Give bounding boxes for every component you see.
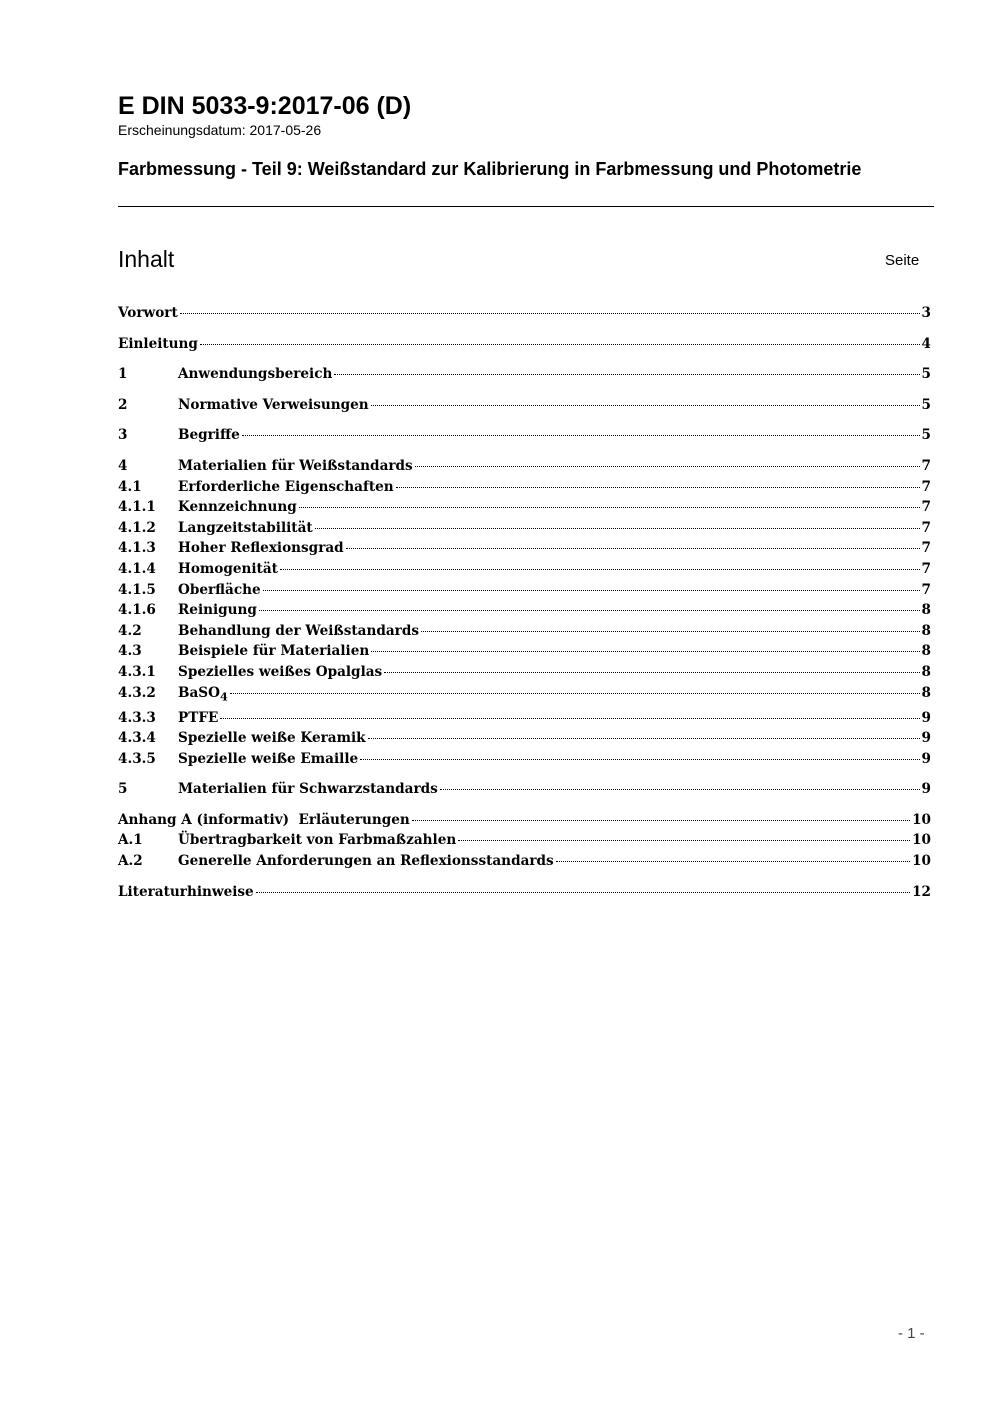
toc-entry-title: Einleitung [118,335,198,352]
toc-entry-page: 8 [921,643,931,660]
toc-entry-title: Langzeitstabilität [178,519,313,536]
toc-leader-dots [440,789,920,790]
table-of-contents [118,303,931,902]
toc-entry[interactable] [118,497,931,518]
toc-entry[interactable] [118,477,931,498]
toc-entry-title: Behandlung der Weißstandards [178,622,419,639]
toc-entry-page: 7 [921,581,931,598]
toc-leader-dots [299,507,920,508]
toc-heading: Inhalt [118,246,175,272]
toc-leader-dots [180,313,920,314]
toc-entry-page: 7 [921,457,931,474]
toc-entry[interactable] [118,303,931,324]
toc-entry-number: 4.1 [118,478,142,495]
toc-entry[interactable] [118,456,931,477]
toc-leader-dots [346,548,920,549]
toc-entry[interactable] [118,708,931,729]
toc-entry[interactable] [118,538,931,559]
toc-leader-dots [230,693,920,694]
page-number: - 1 - [898,1325,925,1342]
toc-leader-dots [415,466,920,467]
toc-leader-dots [242,435,920,436]
toc-entry-number: 4.1.3 [118,540,156,557]
document-title: Farbmessung - Teil 9: Weißstandard zur Kalibrierung in Farbmessung und Photometrie [118,159,862,179]
toc-leader-dots [421,631,920,632]
toc-entry-page: 9 [921,781,931,798]
toc-entry[interactable] [118,683,931,708]
toc-entry-title: Erforderliche Eigenschaften [178,478,394,495]
toc-leader-dots [556,861,910,862]
toc-entry-title: Homogenität [178,560,278,577]
title-divider [118,206,934,207]
toc-entry-title-subscript: 4 [219,689,228,704]
toc-entry-page: 9 [921,730,931,747]
toc-entry-page: 9 [921,709,931,726]
document-id: E DIN 5033-9:2017-06 (D) [118,92,412,120]
toc-entry-page: 12 [912,883,931,900]
toc-entry[interactable] [118,580,931,601]
toc-entry[interactable] [118,830,931,851]
toc-entry-number: 4.1.5 [118,581,156,598]
toc-entry[interactable] [118,425,931,446]
toc-entry-title: Hoher Reflexionsgrad [178,540,344,557]
toc-entry-number: 4.3.1 [118,663,156,680]
toc-entry-number: 2 [118,396,128,413]
toc-leader-dots [220,718,919,719]
toc-entry-title: Materialien für Weißstandards [178,457,413,474]
toc-entry[interactable] [118,851,931,872]
toc-entry[interactable] [118,779,931,800]
toc-entry-number: 4.3.2 [118,684,156,701]
toc-entry-number: A.1 [118,832,143,849]
toc-entry-title: Kennzeichnung [178,499,297,516]
toc-entry-number: 4.1.6 [118,602,156,619]
toc-entry[interactable] [118,662,931,683]
toc-entry-number: 4.3 [118,643,142,660]
toc-entry[interactable] [118,518,931,539]
toc-page-column-label: Seite [885,252,920,269]
toc-entry-title: Anhang A (informativ) Erläuterungen [118,811,410,828]
toc-entry[interactable] [118,395,931,416]
toc-leader-dots [280,569,920,570]
toc-entry-page: 8 [921,602,931,619]
toc-entry-page: 5 [921,396,931,413]
toc-leader-dots [259,610,920,611]
toc-leader-dots [371,651,919,652]
toc-leader-dots [256,892,910,893]
toc-entry-page: 4 [921,335,931,352]
toc-leader-dots [200,344,920,345]
toc-entry-title: Materialien für Schwarzstandards [178,781,438,798]
toc-entry-page: 10 [912,811,931,828]
toc-leader-dots [412,820,910,821]
toc-entry-number: 4.1.1 [118,499,156,516]
toc-entry-title: Beispiele für Materialien [178,643,370,660]
toc-entry-page: 7 [921,540,931,557]
toc-entry-page: 9 [921,750,931,767]
toc-entry-number: 1 [118,366,128,383]
toc-entry[interactable] [118,728,931,749]
toc-entry-number: 4.3.5 [118,750,156,767]
toc-entry[interactable] [118,641,931,662]
toc-entry-page: 7 [921,519,931,536]
toc-entry[interactable] [118,600,931,621]
toc-entry-title [178,683,228,707]
toc-entry-title: Spezielle weiße Keramik [178,730,366,747]
toc-entry-page: 7 [921,499,931,516]
toc-entry[interactable] [118,364,931,385]
toc-entry-number: 4 [118,457,128,474]
toc-entry-page: 10 [912,853,931,870]
toc-entry-page: 7 [921,560,931,577]
toc-entry-page: 10 [912,832,931,849]
toc-leader-dots [334,374,919,375]
toc-leader-dots [371,405,920,406]
toc-entry[interactable] [118,621,931,642]
toc-entry-number: 4.1.2 [118,519,156,536]
toc-leader-dots [458,840,910,841]
toc-entry[interactable] [118,559,931,580]
toc-entry-title: Übertragbarkeit von Farbmaßzahlen [178,832,457,849]
toc-entry-title: Spezielles weißes Opalglas [178,663,383,680]
toc-entry-title: Normative Verweisungen [178,396,369,413]
toc-entry-title: PTFE [178,709,219,726]
toc-entry[interactable] [118,334,931,355]
toc-entry-number: A.2 [118,853,143,870]
toc-entry-number: 4.1.4 [118,560,156,577]
toc-entry-page: 8 [921,622,931,639]
toc-entry-title: Oberfläche [178,581,261,598]
toc-entry-page: 7 [921,478,931,495]
toc-leader-dots [315,528,920,529]
toc-entry[interactable] [118,810,931,831]
toc-entry[interactable] [118,749,931,770]
toc-entry[interactable] [118,882,931,903]
toc-entry-title: Begriffe [178,427,240,444]
toc-leader-dots [384,672,919,673]
toc-entry-number: 5 [118,781,128,798]
toc-entry-page: 5 [921,366,931,383]
toc-entry-title: Literaturhinweise [118,883,254,900]
toc-entry-title-text: BaSO [178,684,220,701]
toc-leader-dots [396,487,920,488]
toc-entry-page: 8 [921,684,931,701]
toc-entry-number: 4.3.4 [118,730,156,747]
toc-leader-dots [368,738,920,739]
toc-entry-title: Spezielle weiße Emaille [178,750,359,767]
toc-entry-number: 4.3.3 [118,709,156,726]
toc-leader-dots [263,590,920,591]
toc-entry-title: Reinigung [178,602,257,619]
toc-entry-page: 8 [921,663,931,680]
toc-leader-dots [360,759,919,760]
toc-entry-title: Generelle Anforderungen an Reflexionsstandards [178,853,554,870]
toc-entry-page: 5 [921,427,931,444]
publication-date: Erscheinungsdatum: 2017-05-26 [118,122,322,138]
toc-entry-page: 3 [921,305,931,321]
toc-entry-number: 3 [118,427,128,444]
toc-entry-number: 4.2 [118,622,142,639]
toc-entry-title: Anwendungsbereich [178,366,333,383]
toc-entry-title: Vorwort [118,305,178,321]
